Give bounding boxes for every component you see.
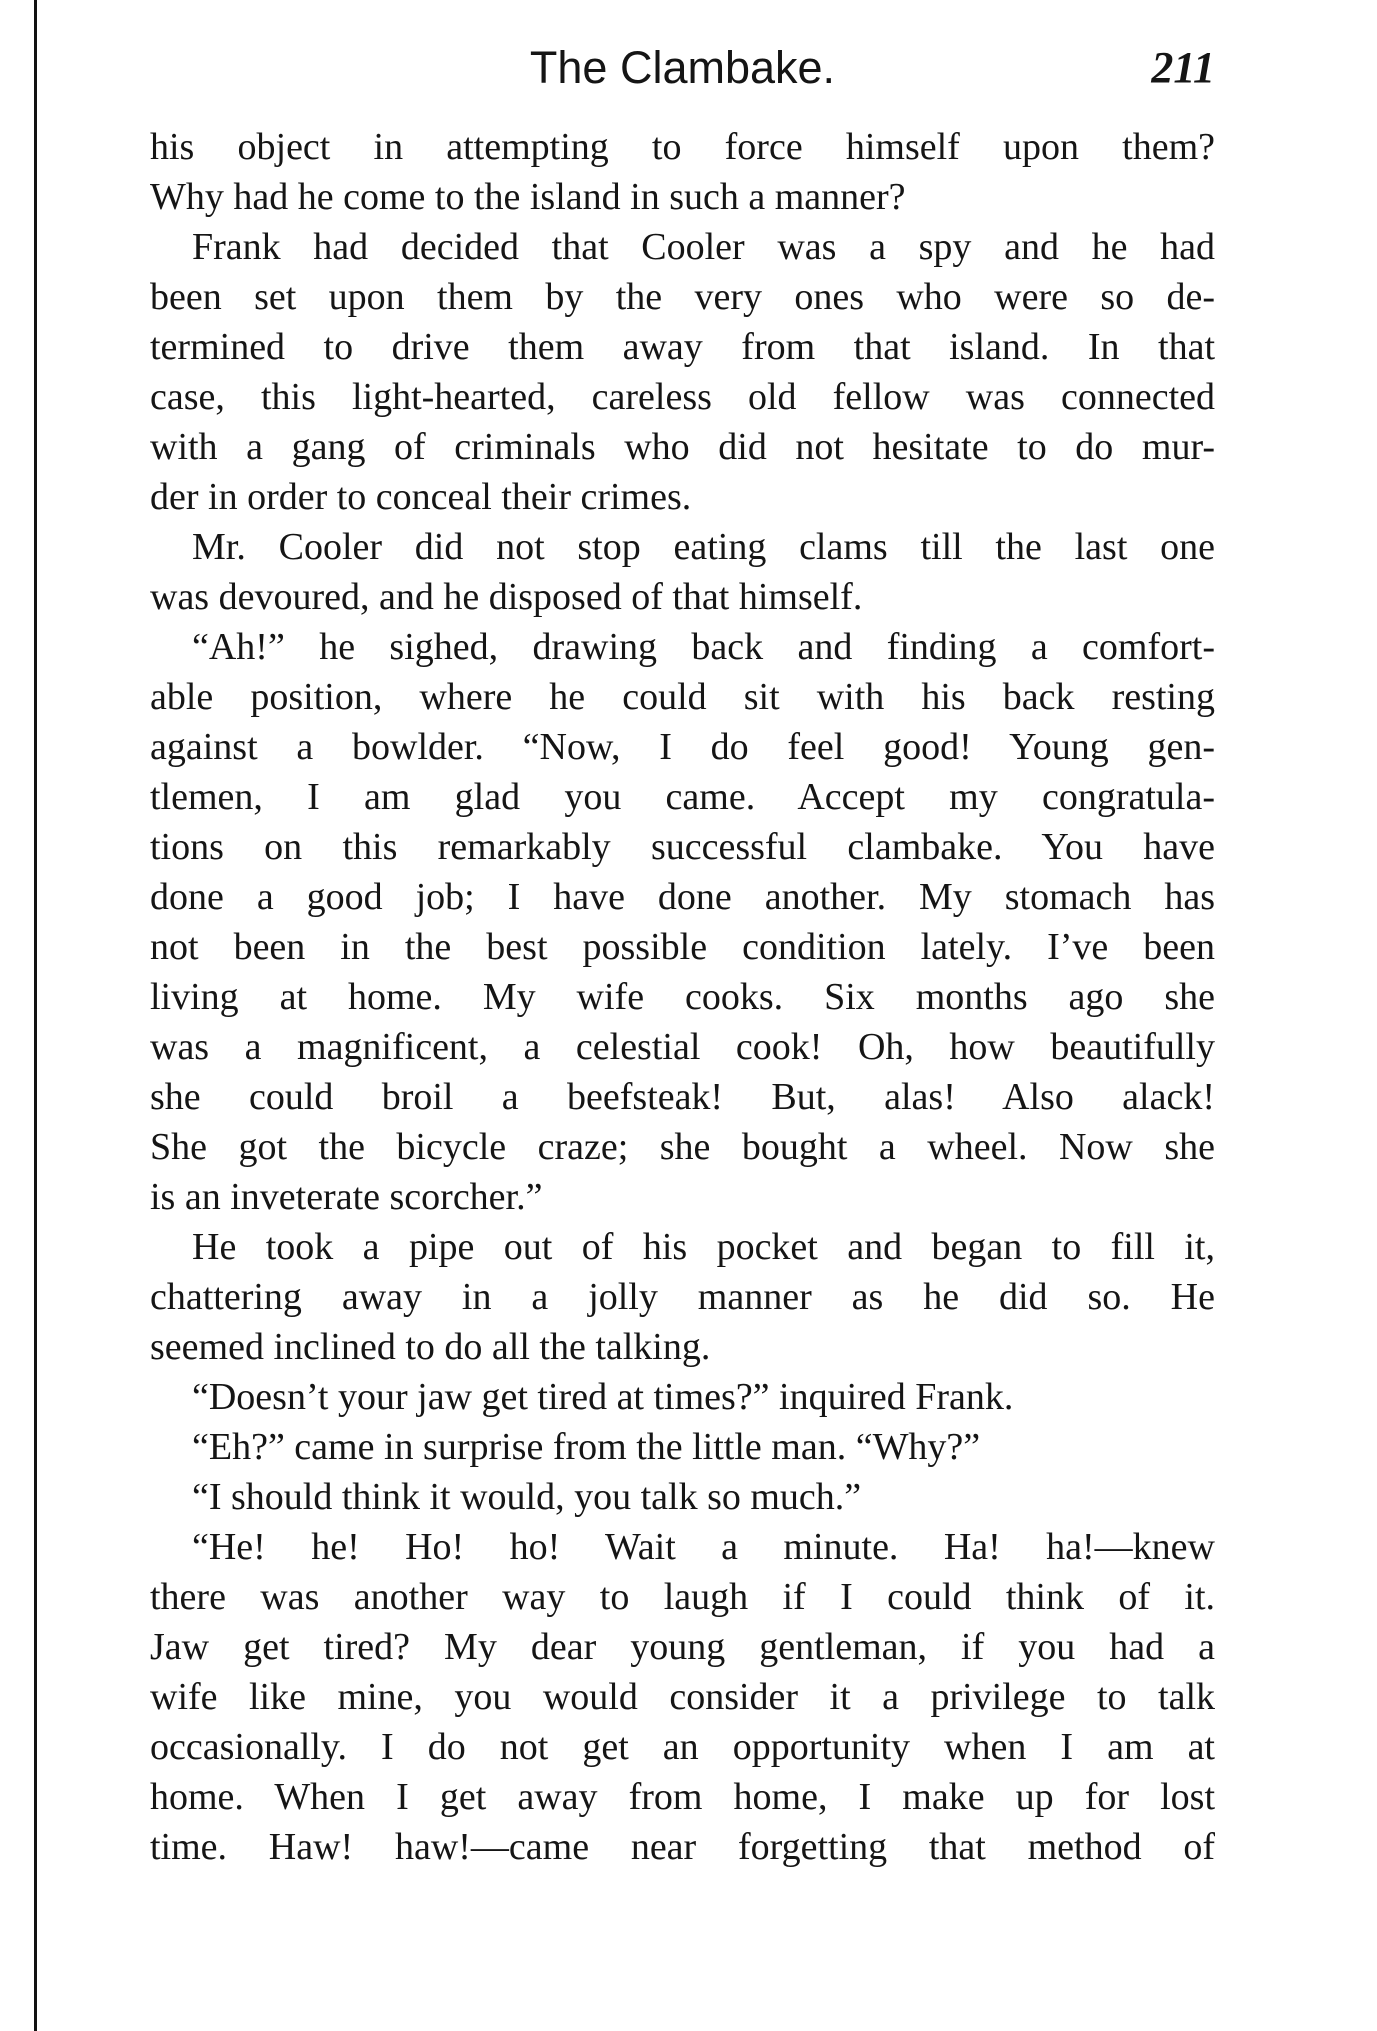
text-line: chattering away in a jolly manner as he did so. He <box>150 1276 1215 1318</box>
text-line: she could broil a beefsteak! But, alas! Also alack! <box>150 1076 1215 1118</box>
text-line: Why had he come to the island in such a manner? <box>150 176 906 218</box>
text-line: time. Haw! haw!—came near forgetting that method of <box>150 1826 1215 1868</box>
text-line: “I should think it would, you talk so much.” <box>192 1476 862 1518</box>
running-head <box>150 38 1215 98</box>
text-line: “Doesn’t your jaw get tired at times?” inquired Frank. <box>192 1376 1014 1418</box>
text-line: der in order to conceal their crimes. <box>150 476 692 518</box>
text-line: He took a pipe out of his pocket and began to fill it, <box>192 1226 1215 1268</box>
text-line: there was another way to laugh if I could think of it. <box>150 1576 1215 1618</box>
text-line: She got the bicycle craze; she bought a wheel. Now she <box>150 1126 1215 1168</box>
text-line: against a bowlder. “Now, I do feel good! Young gen- <box>150 726 1215 768</box>
body-text <box>150 122 1215 1872</box>
text-line: Frank had decided that Cooler was a spy and he had <box>192 226 1215 268</box>
text-line: tions on this remarkably successful clambake. You have <box>150 826 1215 868</box>
text-line: “Ah!” he sighed, drawing back and finding a comfort- <box>192 626 1215 668</box>
text-line: done a good job; I have done another. My stomach has <box>150 876 1215 918</box>
page-edge-rule <box>34 0 37 2031</box>
text-line: “Eh?” came in surprise from the little man. “Why?” <box>192 1426 981 1468</box>
text-line: “He! he! Ho! ho! Wait a minute. Ha! ha!—knew <box>192 1526 1215 1568</box>
page-number: 211 <box>1151 43 1215 92</box>
text-line: seemed inclined to do all the talking. <box>150 1326 711 1368</box>
text-line: able position, where he could sit with his back resting <box>150 676 1215 718</box>
text-line: tlemen, I am glad you came. Accept my congratula- <box>150 776 1215 818</box>
text-line: termined to drive them away from that island. In that <box>150 326 1215 368</box>
text-line: been set upon them by the very ones who were so de- <box>150 276 1215 318</box>
text-line: wife like mine, you would consider it a privilege to talk <box>150 1676 1215 1718</box>
text-line: not been in the best possible condition lately. I’ve been <box>150 926 1215 968</box>
text-line: home. When I get away from home, I make up for lost <box>150 1776 1215 1818</box>
text-line: was devoured, and he disposed of that himself. <box>150 576 863 618</box>
text-line: Mr. Cooler did not stop eating clams till the last one <box>192 526 1215 568</box>
text-line: is an inveterate scorcher.” <box>150 1176 543 1218</box>
text-line: his object in attempting to force himself upon them? <box>150 126 1215 168</box>
text-line: occasionally. I do not get an opportunity when I am at <box>150 1726 1215 1768</box>
text-line: with a gang of criminals who did not hesitate to do mur- <box>150 426 1215 468</box>
text-line: Jaw get tired? My dear young gentleman, if you had a <box>150 1626 1215 1668</box>
text-line: case, this light-hearted, careless old fellow was connected <box>150 376 1215 418</box>
running-title: The Clambake. <box>529 42 836 93</box>
text-line: was a magnificent, a celestial cook! Oh, how beautifully <box>150 1026 1215 1068</box>
text-line: living at home. My wife cooks. Six months ago she <box>150 976 1215 1018</box>
